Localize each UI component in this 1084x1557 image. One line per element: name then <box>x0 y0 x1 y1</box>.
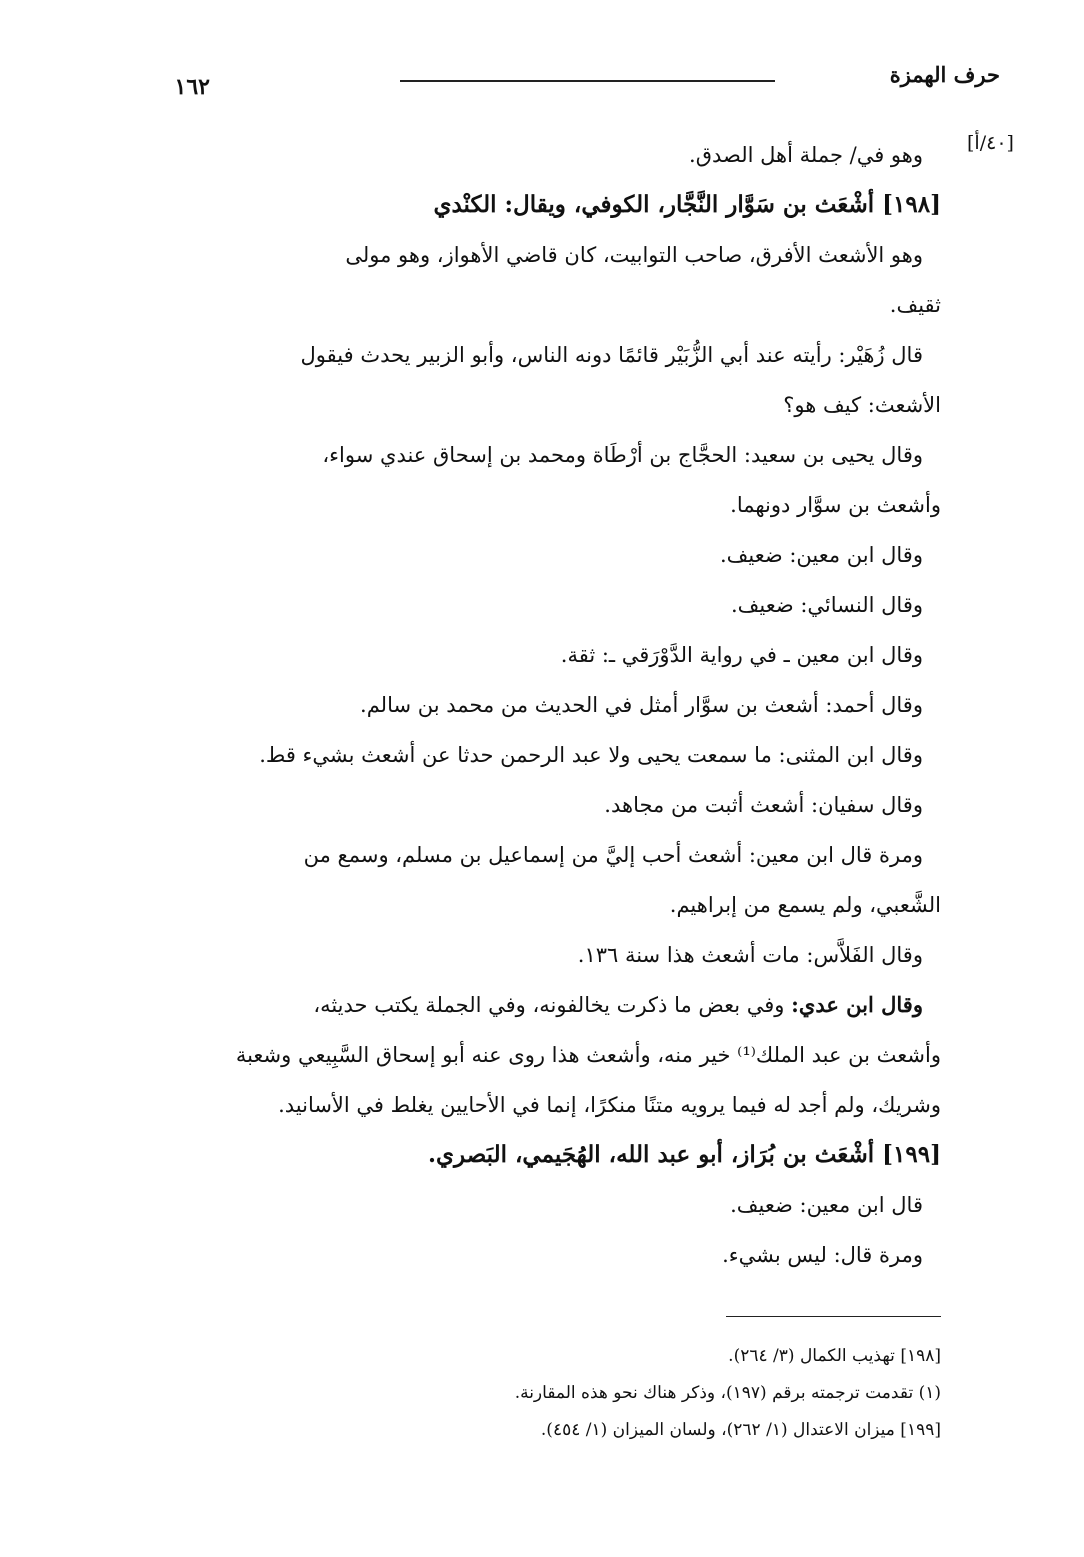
text-line: وأشعث بن عبد الملك⁽¹⁾ خير منه، وأشعث هذا روى عنه أبو إسحاق السَّبِيعي وشعبة <box>235 1043 941 1067</box>
chapter-title: حرف الهمزة <box>889 62 1000 87</box>
footnote: [١٩٩] ميزان الاعتدال (١/ ٢٦٢)، ولسان الميزان (١/ ٤٥٤). <box>540 1420 941 1440</box>
text-line: قال ابن معين: ضعيف. <box>730 1193 923 1217</box>
text-run: وفي بعض ما ذكرت يخالفونه، وفي الجملة يكتب حديثه، <box>313 993 792 1017</box>
text-line: وقال النسائي: ضعيف. <box>730 593 923 617</box>
text-line: الشَّعبي، ولم يسمع من إبراهيم. <box>669 893 941 917</box>
manuscript-folio-ref: [٤٠/أ] <box>967 132 1014 154</box>
page-number: ١٦٢ <box>174 74 210 100</box>
main-text <box>73 130 941 1280</box>
footnotes <box>73 1338 941 1449</box>
text-line: وأشعث بن سوَّار دونهما. <box>730 493 941 517</box>
text-line: الأشعث: كيف هو؟ <box>783 393 941 417</box>
text-line: ومرة قال ابن معين: أشعث أحب إليَّ من إسماعيل بن مسلم، وسمع من <box>303 843 923 867</box>
footnote: [١٩٨] تهذيب الكمال (٣/ ٢٦٤). <box>728 1346 941 1366</box>
text-line: وقال ابن معين: ضعيف. <box>719 543 923 567</box>
text-line: ومرة قال: ليس بشيء. <box>722 1243 923 1267</box>
bold-run: وقال ابن عدي: <box>791 992 923 1017</box>
text-line <box>73 980 941 1030</box>
text-line: وشريك، ولم أجد له فيما يرويه متنًا منكرًا، إنما في الأحايين يغلط في الأسانيد. <box>278 1093 941 1117</box>
entry-heading-198: [١٩٨] أشْعَث بن سَوَّار النَّجَّار، الكوفي، ويقال: الكنْدي <box>433 191 941 218</box>
text-line: قال زُهَيْر: رأيته عند أبي الزُّبَيْر قائمًا دونه الناس، وأبو الزبير يحدث فيقول <box>300 343 923 367</box>
text-line: ثقيف. <box>889 293 941 317</box>
footnote-rule <box>726 1316 941 1317</box>
text-line: وقال ابن معين ـ في رواية الدَّوْرَقي ـ: ثقة. <box>560 643 923 667</box>
header-rule <box>400 80 775 82</box>
entry-heading-199: [١٩٩] أشْعَث بن بُرَاز، أبو عبد الله، الهُجَيمي، البَصري. <box>428 1141 941 1168</box>
text-line: وهو في/ جملة أهل الصدق. <box>689 143 923 167</box>
text-line: وقال سفيان: أشعث أثبت من مجاهد. <box>604 793 923 817</box>
text-line: وهو الأشعث الأفرق، صاحب التوابيت، كان قاضي الأهواز، وهو مولى <box>345 243 923 267</box>
footnote: (١) تقدمت ترجمته برقم (١٩٧)، وذكر هناك نحو هذه المقارنة. <box>514 1383 941 1403</box>
text-line: وقال الفَلاَّس: مات أشعث هذا سنة ١٣٦. <box>577 943 923 967</box>
page-header <box>60 62 1010 102</box>
text-line: وقال يحيى بن سعيد: الحجَّاج بن أرْطَاة ومحمد بن إسحاق عندي سواء، <box>322 443 923 467</box>
text-line: وقال أحمد: أشعث بن سوَّار أمثل في الحديث من محمد بن سالم. <box>360 693 923 717</box>
text-line: وقال ابن المثنى: ما سمعت يحيى ولا عبد الرحمن حدثا عن أشعث بشيء قط. <box>259 743 923 767</box>
